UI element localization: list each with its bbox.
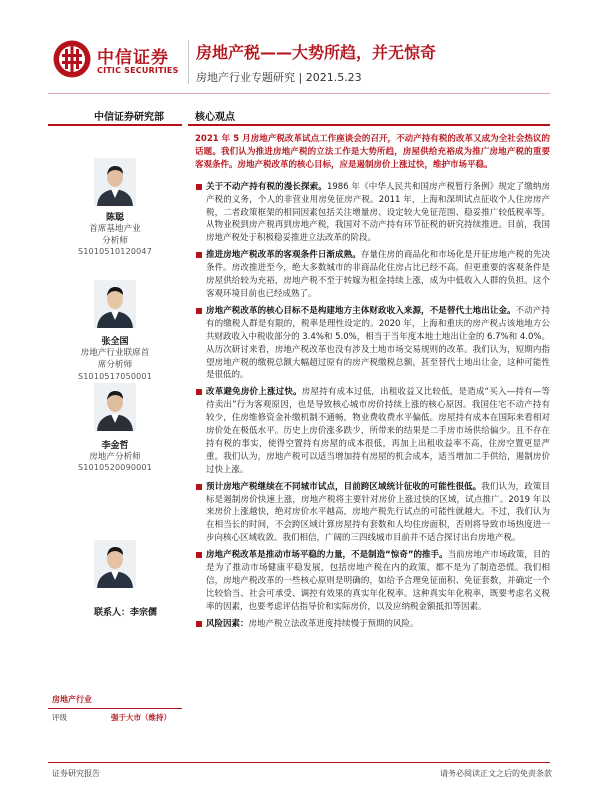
citic-logo-icon <box>52 39 92 79</box>
bullet-lead: 推进房地产税改革的客观条件日渐成熟。 <box>206 250 361 261</box>
footer-left-text: 证券研究报告 <box>52 769 100 778</box>
bullet-item <box>195 181 550 246</box>
header-divider <box>188 40 189 84</box>
bullet-item <box>195 305 550 382</box>
analyst-photo <box>94 280 136 328</box>
bullet-item <box>195 618 550 631</box>
rating-label: 评级 <box>52 713 67 722</box>
bullet-text: 我们认为，政策目标是遏制房价快速上涨，房地产税将主要针对房价上涨过快的区域，试点推广。2019 年以来房价上涨越快，绝对房价水平越高，房地产税先行试点的可能性就越大。不过，我们认为在相当长的时间，不会跨区域计算房屋持有套数和人均住房面积，否则将导致市场热度进一步向核心区域收敛。我们相信，广阔的三四线城市目前并不适合探讨出台房地产税。 <box>206 481 550 544</box>
research-dept-label: 中信证券研究部 <box>94 112 164 123</box>
sidebar-rule <box>48 124 182 126</box>
bullet-text: 房地产税立法改革进度持续慢于预期的风险。 <box>248 618 419 629</box>
analyst-title: 分析师 <box>102 236 128 246</box>
analyst-name: 张全国 <box>101 337 129 347</box>
contact-label: 联系人：李宗儒 <box>94 608 158 618</box>
footer-rule <box>48 762 550 763</box>
analyst-cert-id: S1010517050001 <box>77 372 153 381</box>
analyst-cert-id: S1010510120047 <box>77 247 153 256</box>
analyst-name: 陈聪 <box>105 213 124 223</box>
bullet-text: 当前房地产市场政策，目的是为了推动市场健康平稳发展，包括房地产税在内的政策，都不是为了制造恐慌。我们相信，房地产税改革的一些核心原则是明确的，如给予合理免征面积、免征套数，并确定一个比较恰当、社会可承受、调控有效果的真实年化税率。这种真实年化税率，既要考虑名义税率的因素，也要考虑评估指导价和实际房价，以及应纳税金额抵扣等因素。 <box>206 550 550 612</box>
report-subtitle: 房地产行业专题研究 | 2021.5.23 <box>196 71 362 84</box>
bullet-item <box>195 249 550 301</box>
contact-photo <box>94 540 136 588</box>
bullet-text: 1986 年《中华人民共和国房产税暂行条例》规定了缴纳房产税的义务，个人的非营业用房免征房产税。2011 年，上海和深圳试点征收个人住房房产税，二者政策框架的相同因素包括关注增量房、设定较大免征范围、稳妥推广较低税率等。从物业税到房产税再到房地产税，我国对不动产持有环节征税的研究持续推进。目前，我国房地产税处于积极稳妥推进立法改革的阶段。 <box>206 181 550 244</box>
bullet-text: 不动产持有的缴税人群是有限的，税率是理性设定的。2020 年，上海和重庆的房产税占该地地方公共财政收入中税收部分的 3.4%和 5.0%，相当于当年度本地土地出让金的 6.7%和 4.0%。从历次研讨来看，房地产税改革也没有涉及土地市场交易规则的改革。我们认为，短期内指望房地产税的缴税总额大幅超过原有的房产税缴税总额，甚至替代土地出让金，这种可能性是很低的。 <box>206 305 550 381</box>
bullet-lead: 改革避免房价上涨过快。 <box>206 387 302 398</box>
core-views-label: 核心观点 <box>195 112 235 123</box>
disclaimer-link[interactable]: 请务必阅读正文之后的免责条款 <box>440 769 552 778</box>
analyst-title: 首席基地产业 <box>89 224 141 234</box>
industry-label: 房地产行业 <box>52 695 92 704</box>
bullet-item <box>195 549 550 614</box>
analyst-name: 李金哲 <box>101 441 129 451</box>
analyst-title: 席分析师 <box>97 360 133 370</box>
content-rule <box>188 124 550 126</box>
report-title: 房地产税——大势所趋，并无惊奇 <box>196 43 437 62</box>
rating-value: 强于大市（维持） <box>111 713 171 722</box>
industry-rule <box>48 708 182 709</box>
header-rule <box>48 93 550 94</box>
bullet-lead: 风险因素： <box>206 618 249 629</box>
bullet-item <box>195 386 550 476</box>
bullet-item <box>195 481 550 546</box>
bullet-lead: 预计房地产税继续在不同城市试点，目前跨区域统计征收的可能性很低。 <box>206 481 482 492</box>
bullet-lead: 房地产税改革的核心目标不是构建地方主体财政收入来源，不是替代土地出让金。 <box>206 305 516 316</box>
summary-paragraph: 2021 年 5 月房地产税改革试点工作座谈会的召开，不动产持有税的改革又成为全社会热议的话题。我们认为推进房地产税的立法工作是大势所趋，房屋供给充裕成为推广房地产税的重要客观条件。房地产税改革的核心目标，应是遏制房价上涨过快，维护市场平稳。 <box>195 134 550 170</box>
analyst-photo <box>94 158 136 206</box>
core-views-body <box>195 133 550 635</box>
analyst-title: 房地产分析师 <box>89 452 141 462</box>
bullet-text: 房屋持有成本过低，出租收益又比较低，是造成“买入—持有—等待卖出”行为客观原因，也是导致核心城市房价持续上涨的核心原因。我国住宅不动产持有较少，住房维修资金补缴机制不通畅，物业费收费水平偏低。房屋持有成本在国际来看相对房价处在极低水平。历史上房价涨多跌少，所带来的结果是二手房市场供给偏少。且不存在持有税的事实，使得空置持有房屋的成本很低，再加上出租收益率不高，住房空置更显严重。我们认为，房地产税可以适当增加持有房屋的机会成本，适当增加二手供给，遏制房价过快上涨。 <box>206 387 550 475</box>
logo-text-en: CITIC SECURITIES <box>97 66 179 75</box>
logo-text: 中信证券 <box>97 48 169 68</box>
bullet-lead: 房地产税改革是推动市场平稳的力量，不是制造“惊奇”的推手。 <box>206 550 448 561</box>
bullet-text: 存量住房的商品化和市场化是开征房地产税的先决条件。房改推进至今，绝大多数城市的非商品化住房占比已经不高。但更重要的客观条件是房屋供给较为充裕，房地产税不至于转嫁为租金持续上涨，成为中低收入人群的负担。这个客观环境目前也已经成熟了。 <box>206 250 550 299</box>
analyst-photo <box>94 383 136 431</box>
bullet-lead: 关于不动产持有税的漫长探索。 <box>206 181 327 192</box>
analyst-title: 房地产行业联席首 <box>80 348 150 358</box>
analyst-cert-id: S1010520090001 <box>77 463 153 472</box>
